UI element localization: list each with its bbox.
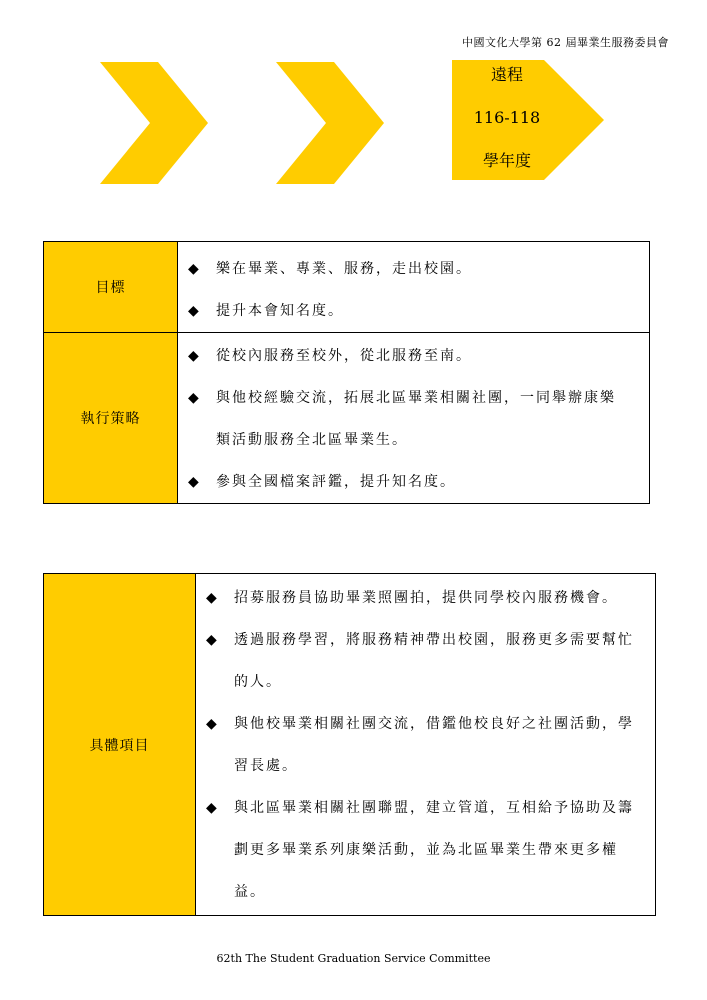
diamond-bullet-icon: ◆	[206, 632, 219, 648]
list-item: ◆ 從校內服務至校外，從北服務至南。	[188, 335, 639, 377]
list-item: ◆ 與北區畢業相關社團聯盟，建立管道，互相給予協助及籌	[206, 787, 645, 829]
diamond-bullet-icon: ◆	[188, 390, 201, 406]
list-item-continuation: 類活動服務全北區畢業生。	[216, 432, 408, 448]
list-item: ◆ 提升本會知名度。	[188, 290, 639, 332]
list-item-continuation: 益。	[234, 884, 266, 900]
header-text: 中國文化大學第 62 屆畢業生服務委員會	[462, 36, 669, 49]
items-table	[43, 573, 656, 916]
row-label-strategy: 執行策略	[44, 333, 178, 504]
chevron-arrow-1	[100, 62, 208, 184]
row-label-goal: 目標	[44, 242, 178, 333]
diamond-bullet-icon: ◆	[206, 716, 219, 732]
list-item: ◆ 與他校經驗交流，拓展北區畢業相關社團，一同舉辦康樂	[188, 377, 639, 419]
list-item: ◆ 參與全國檔案評鑑，提升知名度。	[188, 461, 639, 503]
row-label-items: 具體項目	[44, 574, 196, 916]
banner-line-3: 學年度	[482, 151, 531, 170]
diamond-bullet-icon: ◆	[188, 474, 201, 490]
diamond-bullet-icon: ◆	[188, 261, 201, 277]
diamond-bullet-icon: ◆	[188, 303, 201, 319]
diamond-bullet-icon: ◆	[206, 590, 219, 606]
diamond-bullet-icon: ◆	[206, 800, 219, 816]
row-content-goal	[178, 242, 650, 333]
diamond-bullet-icon: ◆	[188, 348, 201, 364]
banner-line-2: 116-118	[473, 108, 541, 127]
list-item: ◆ 樂在畢業、專業、服務，走出校園。	[188, 248, 639, 290]
list-item-continuation: 習長處。	[234, 758, 298, 774]
list-item-continuation: 劃更多畢業系列康樂活動，並為北區畢業生帶來更多權	[234, 842, 618, 858]
list-item-continuation: 的人。	[234, 674, 282, 690]
table-row	[44, 333, 650, 504]
chevron-arrow-2	[276, 62, 384, 184]
list-item: ◆ 與他校畢業相關社團交流，借鑑他校良好之社團活動，學	[206, 703, 645, 745]
footer-text: 62th The Student Graduation Service Committee	[216, 952, 491, 965]
table-row	[44, 574, 656, 916]
table-row	[44, 242, 650, 333]
row-content-items	[196, 574, 656, 916]
goals-table	[43, 241, 650, 504]
list-item: ◆ 透過服務學習，將服務精神帶出校園，服務更多需要幫忙	[206, 619, 645, 661]
banner-text	[452, 60, 562, 189]
row-content-strategy	[178, 333, 650, 504]
banner-line-1: 遠程	[490, 65, 523, 84]
list-item: ◆ 招募服務員協助畢業照團拍，提供同學校內服務機會。	[206, 577, 645, 619]
